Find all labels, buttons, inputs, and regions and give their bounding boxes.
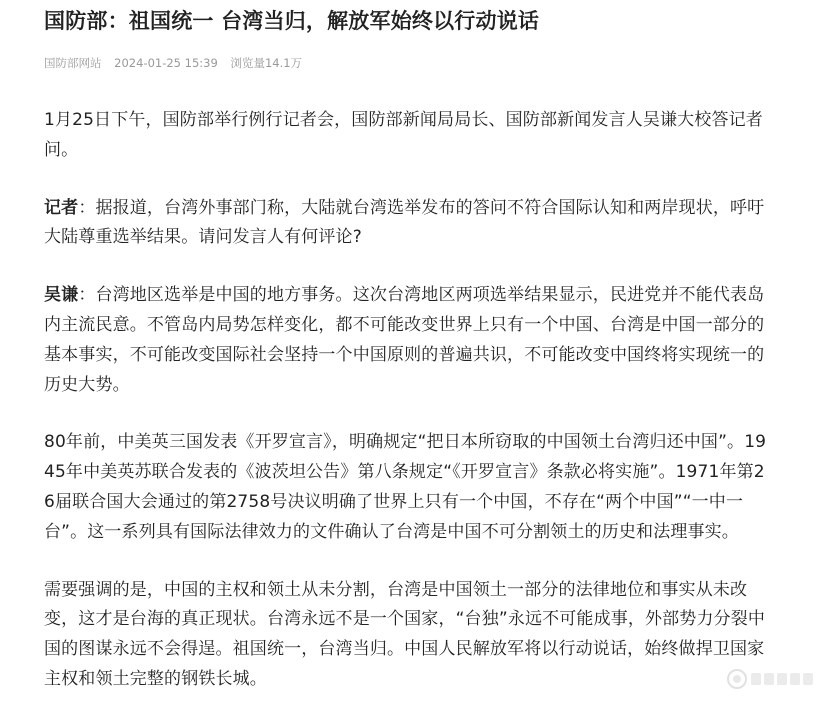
paragraph-text: 80年前，中美英三国发表《开罗宣言》，明确规定“把日本所窃取的中国领土台湾归还中国”。1945年中美英苏联合发表的《波茨坦公告》第八条规定“《开罗宣言》条款必将实施”。1971年第26届联合国大会通过的第2758号决议明确了世界上只有一个中国，不存在“两个中国”“一中一台”。这一系列具有国际法律效力的文件确认了台湾是中国不可分割领土的历史和法理事实。 — [44, 432, 767, 542]
article-meta — [44, 54, 311, 72]
view-count: 浏览量14.1万 — [230, 56, 303, 70]
paragraph-answer — [44, 281, 774, 400]
watermark-ring-icon — [727, 669, 747, 689]
speaker-spokesperson: 吴谦 — [44, 285, 79, 306]
paragraph-text: 1月25日下午，国防部举行例行记者会，国防部新闻局局长、国防部新闻发言人吴谦大校答记者问。 — [44, 110, 763, 160]
article-body — [44, 106, 774, 723]
watermark-mark-icon — [751, 673, 813, 685]
paragraph-conclusion — [44, 576, 774, 695]
publish-datetime: 2024-01-25 15:39 — [114, 56, 218, 70]
paragraph-history — [44, 428, 774, 547]
article-title: 国防部：祖国统一 台湾当归，解放军始终以行动说话 — [44, 9, 540, 33]
watermark-logo — [727, 669, 813, 689]
paragraph-text: ：台湾地区选举是中国的地方事务。这次台湾地区两项选举结果显示，民进党并不能代表岛内主流民意。不管岛内局势怎样变化，都不可能改变世界上只有一个中国、台湾是中国一部分的基本事实，不可能改变国际社会坚持一个中国原则的普遍共识，不可能改变中国终将实现统一的历史大势。 — [44, 285, 765, 395]
speaker-reporter: 记者 — [44, 197, 79, 218]
paragraph-intro — [44, 106, 774, 166]
source-label[interactable]: 国防部网站 — [44, 56, 102, 70]
paragraph-text: 需要强调的是，中国的主权和领土从未分割，台湾是中国领土一部分的法律地位和事实从未改变，这才是台海的真正现状。台湾永远不是一个国家，“台独”永远不可能成事，外部势力分裂中国的图谋永远不会得逞。祖国统一，台湾当归。中国人民解放军将以行动说话，始终做捍卫国家主权和领土完整的钢铁长城。 — [44, 579, 766, 689]
paragraph-question — [44, 194, 774, 254]
paragraph-text: ：据报道，台湾外事部门称，大陆就台湾选举发布的答问不符合国际认知和两岸现状，呼吁大陆尊重选举结果。请问发言人有何评论? — [44, 197, 765, 248]
